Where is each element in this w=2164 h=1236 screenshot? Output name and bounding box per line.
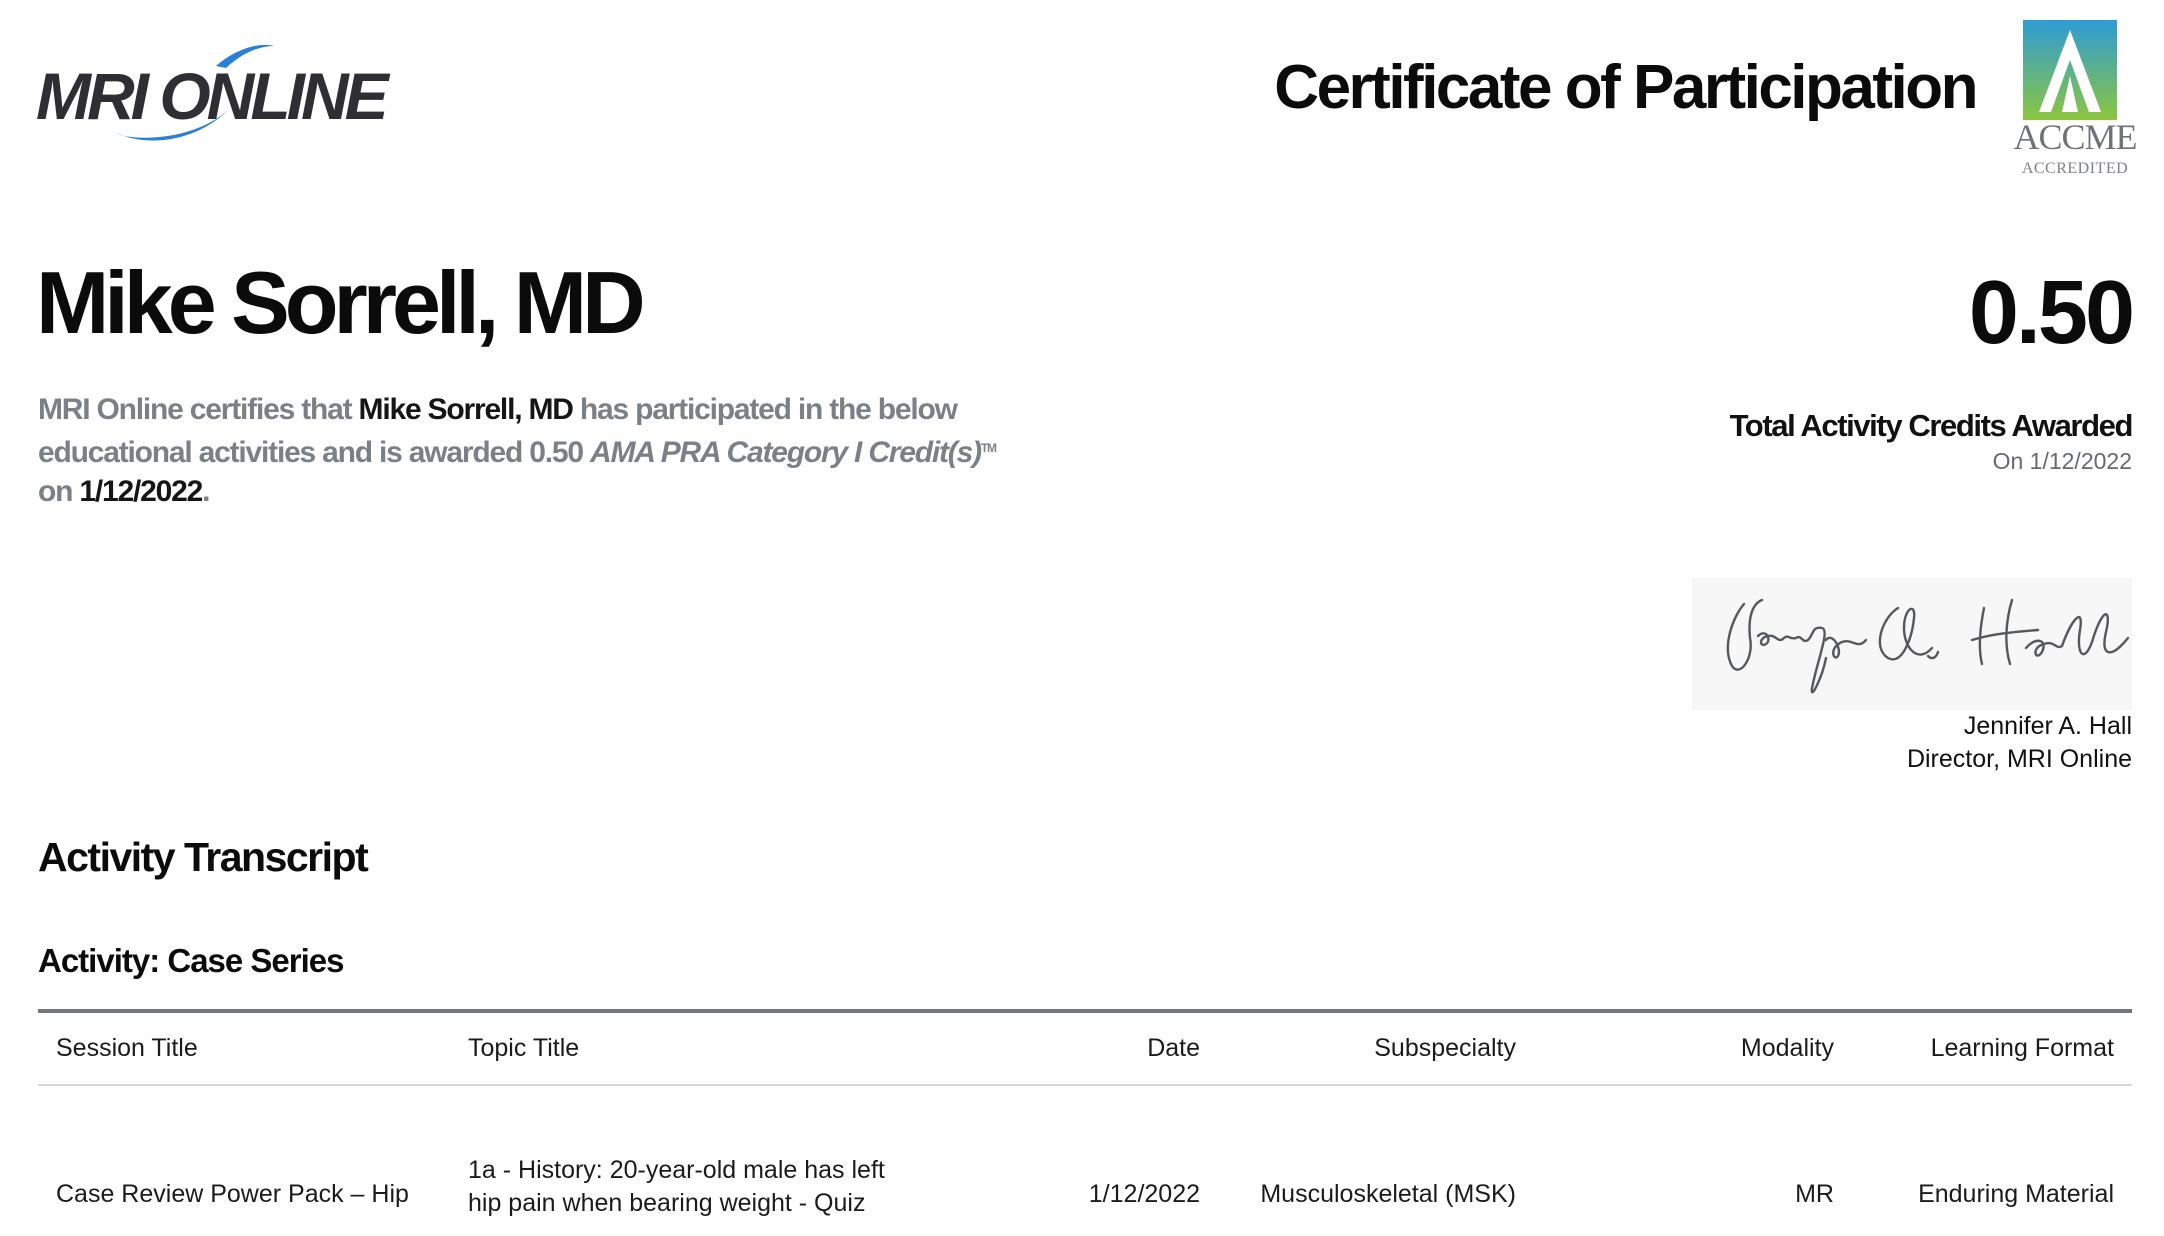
- statement-recipient-name: Mike Sorrell, MD: [358, 393, 573, 426]
- recipient-name: Mike Sorrell, MD: [36, 253, 641, 352]
- statement-text: on: [38, 475, 80, 508]
- transcript-table: [38, 1009, 2132, 1236]
- credits-label: Total Activity Credits Awarded: [1729, 408, 2132, 443]
- credits-value: 0.50: [1968, 263, 2132, 363]
- column-header-subspecialty: Subspecialty: [1374, 1034, 1516, 1062]
- column-header-date: Date: [1147, 1034, 1200, 1062]
- activity-heading: Activity: Case Series: [38, 942, 344, 979]
- column-header-topic-title: Topic Title: [468, 1034, 580, 1062]
- cell-learning-format: Enduring Material: [1918, 1180, 2114, 1208]
- signer-name: Jennifer A. Hall: [1963, 712, 2132, 740]
- cell-topic-title: 1a - History: 20-year-old male has left hip pain when bearing weight - Quiz: [468, 1156, 885, 1217]
- logo-wordmark: MRI ONLINE: [36, 59, 385, 133]
- signature-image: [1692, 578, 2132, 710]
- table-header-row: [38, 1013, 2132, 1086]
- accredited-text: ACCREDITED: [2021, 160, 2129, 177]
- transcript-heading: Activity Transcript: [38, 834, 368, 880]
- signer-title: Director, MRI Online: [1906, 745, 2132, 773]
- credit-type: AMA PRA Category I Credit(s): [589, 436, 981, 469]
- cell-subspecialty: Musculoskeletal (MSK): [1260, 1180, 1516, 1208]
- statement-text: MRI Online certifies that: [38, 393, 359, 426]
- certificate-title: Certificate of Participation: [1274, 53, 1976, 122]
- mri-online-logo: [36, 40, 385, 150]
- credits-date: On 1/12/2022: [1992, 448, 2132, 474]
- statement-text: has participated in the below educational activities and is awarded 0.50: [38, 393, 957, 469]
- handwritten-signature-icon: [1692, 578, 2132, 710]
- accme-accredited-badge: [2013, 20, 2141, 177]
- column-header-modality: Modality: [1740, 1034, 1834, 1062]
- column-header-learning-format: Learning Format: [1930, 1034, 2114, 1062]
- column-header-session-title: Session Title: [56, 1034, 198, 1062]
- cell-session-title: Case Review Power Pack – Hip: [56, 1180, 409, 1208]
- statement-end: .: [202, 475, 210, 508]
- accme-text: ACCME: [2013, 117, 2137, 157]
- accme-logo-icon: [2023, 20, 2117, 120]
- table-row: [38, 1086, 2132, 1236]
- statement-date: 1/12/2022: [79, 475, 203, 508]
- certification-statement: [38, 390, 998, 511]
- cell-date: 1/12/2022: [1088, 1180, 1200, 1208]
- cell-modality: MR: [1795, 1180, 1834, 1208]
- trademark-symbol: TM: [980, 441, 996, 455]
